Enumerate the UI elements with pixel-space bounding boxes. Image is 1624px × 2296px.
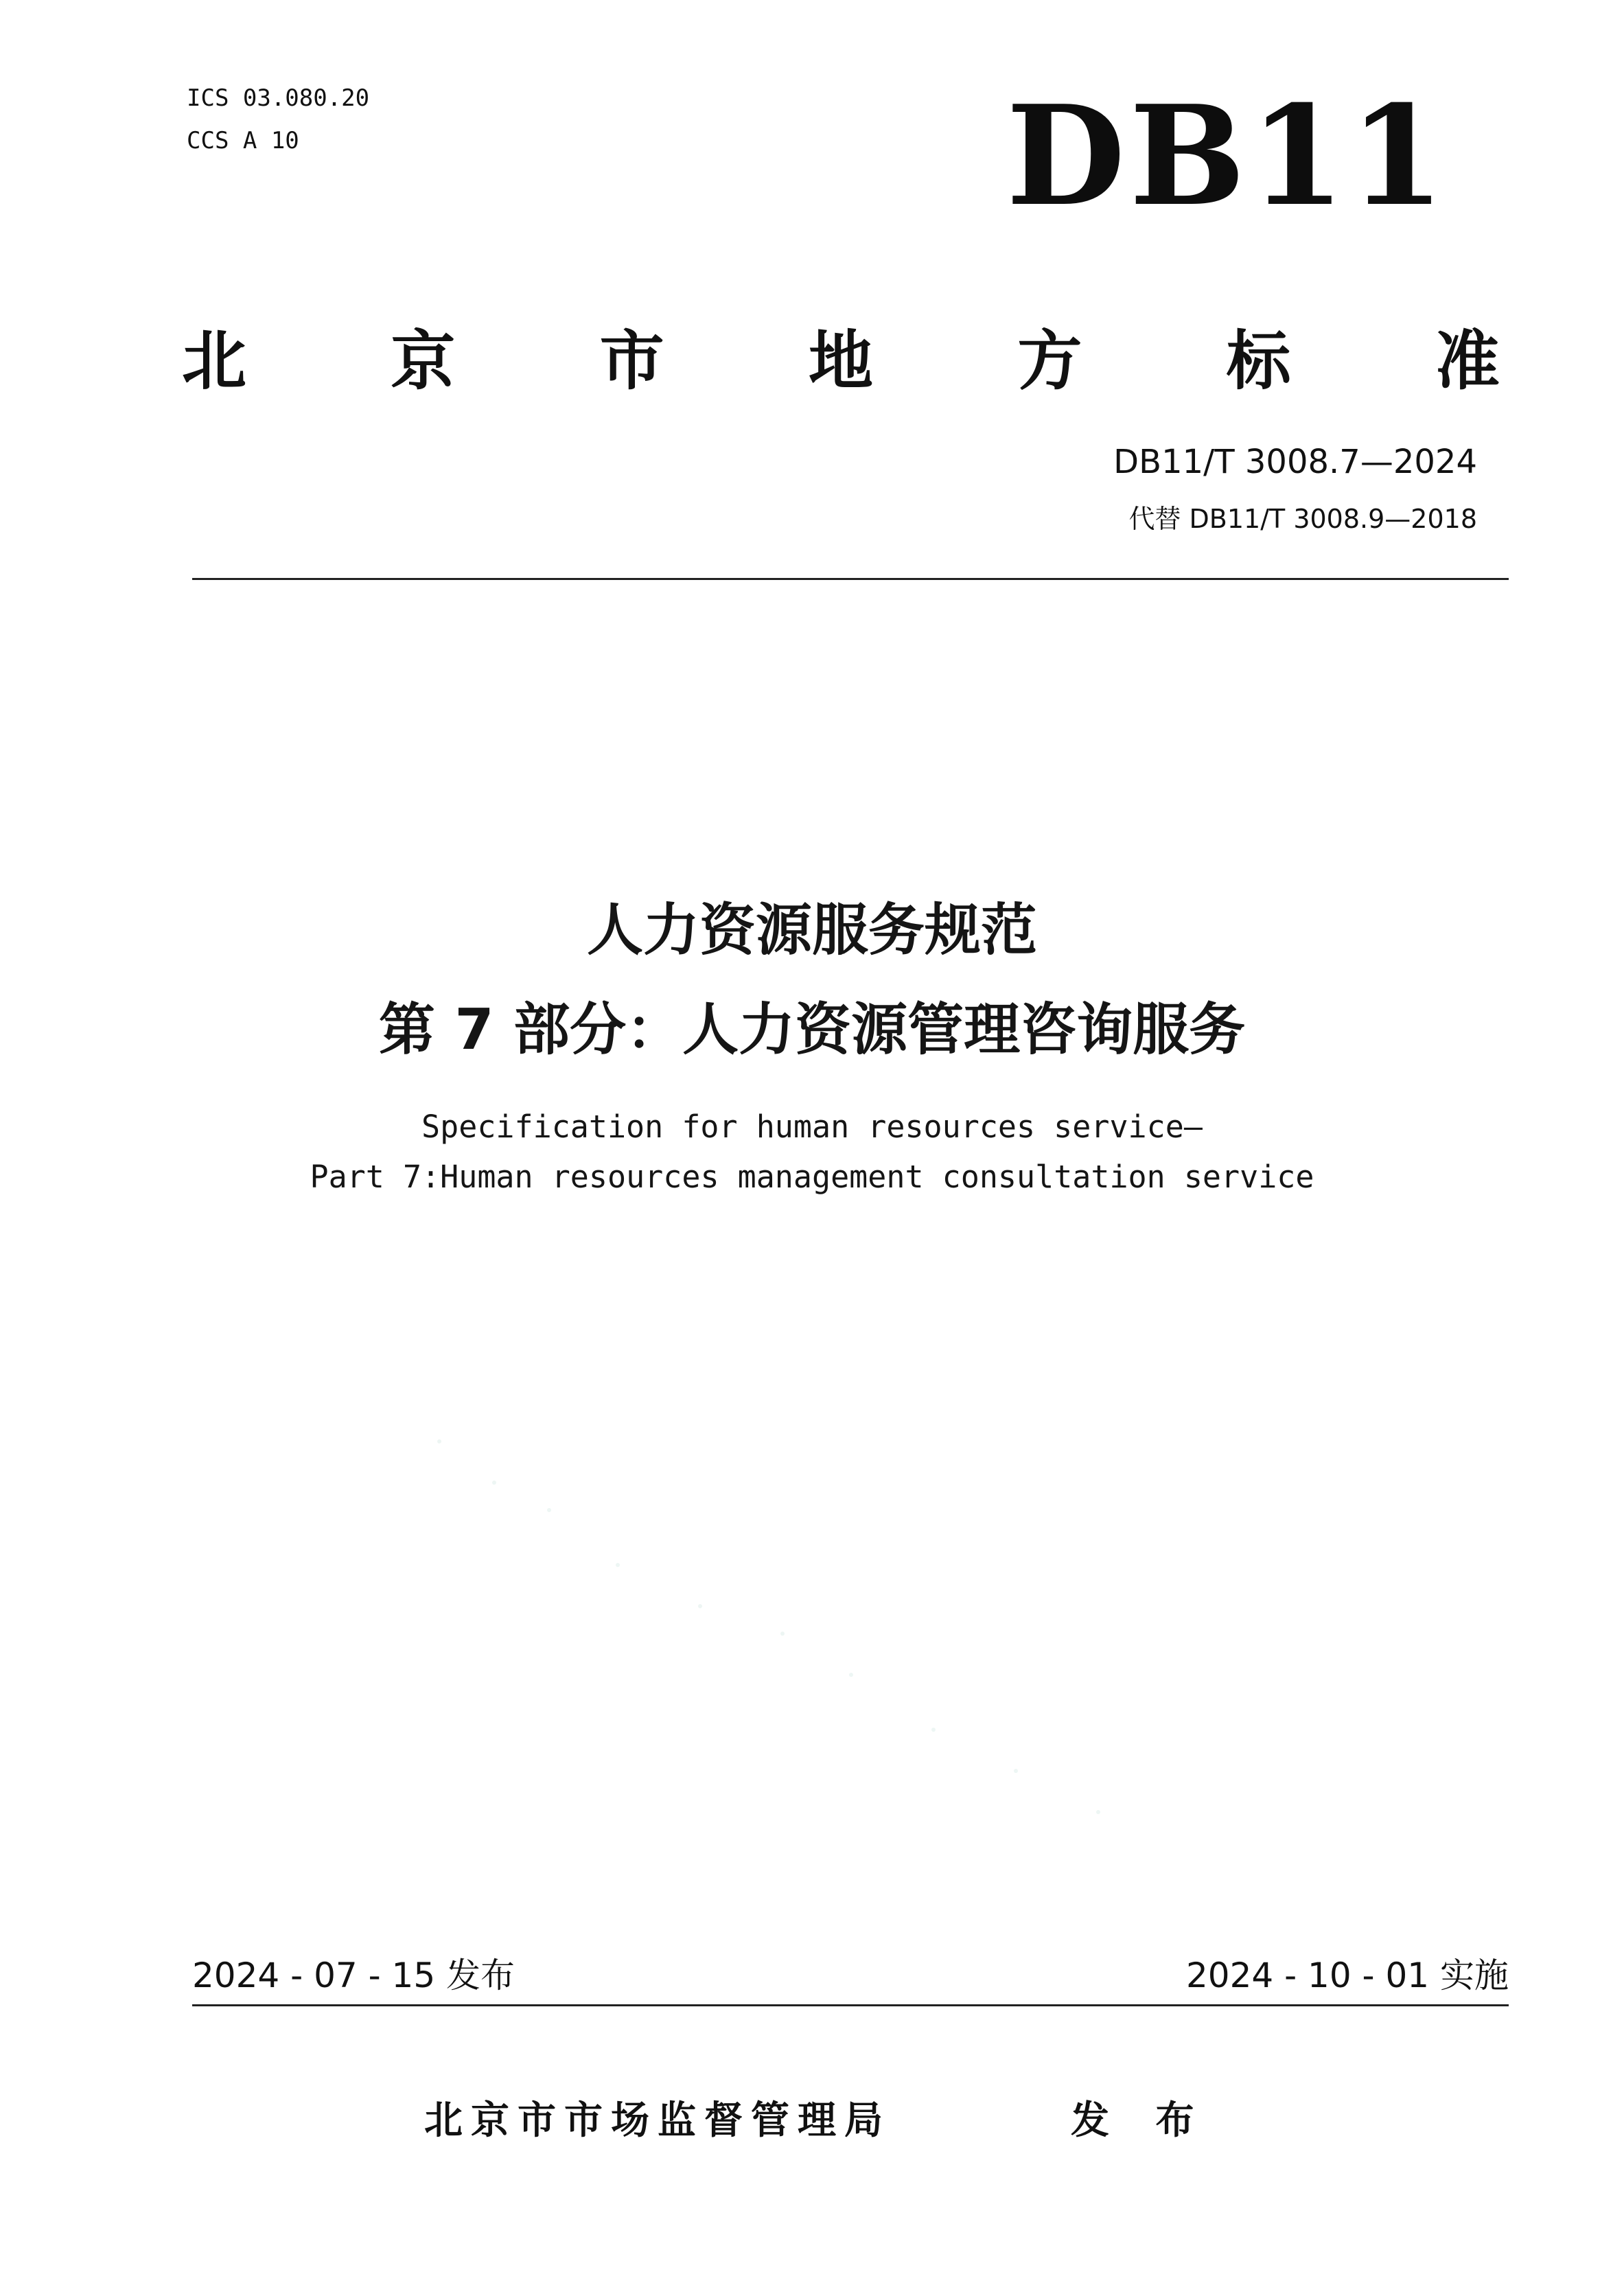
faint-watermark — [412, 1387, 1304, 1867]
standard-type-char: 标 — [1226, 323, 1291, 399]
standard-number: DB11/T 3008.7—2024 — [1113, 443, 1477, 481]
title-zh-line1: 人力资源服务规范 — [586, 898, 1037, 963]
standard-type-char: 地 — [808, 323, 873, 399]
standard-type-heading — [182, 317, 1500, 399]
standard-type-char: 市 — [599, 323, 664, 399]
implement-date: 2024 - 10 - 01 实施 — [1185, 1956, 1509, 1995]
publisher-name: 北京市市场监督管理局 — [424, 2098, 891, 2143]
replaces-note: 代替 DB11/T 3008.9—2018 — [1128, 504, 1477, 534]
title-en-line1: Specification for human resources service— — [421, 1109, 1203, 1145]
standard-type-char: 方 — [1017, 323, 1082, 399]
ics-code: ICS 03.080.20 — [187, 84, 370, 112]
ccs-code: CCS A 10 — [187, 127, 299, 154]
classification-codes — [187, 77, 369, 162]
header-divider — [192, 578, 1509, 580]
issue-date: 2024 - 07 - 15 发布 — [192, 1956, 515, 1995]
title-en-line2: Part 7:Human resources management consultation service — [310, 1159, 1314, 1195]
db11-logo: DB11 — [1006, 76, 1449, 237]
publish-label: 发 布 — [1071, 2098, 1211, 2143]
standard-type-char: 北 — [182, 323, 247, 399]
standard-type-char: 准 — [1435, 323, 1500, 399]
date-divider — [192, 2004, 1509, 2006]
title-zh-line2: 第 7 部分：人力资源管理咨询服务 — [378, 997, 1246, 1063]
standard-type-char: 京 — [391, 323, 456, 399]
